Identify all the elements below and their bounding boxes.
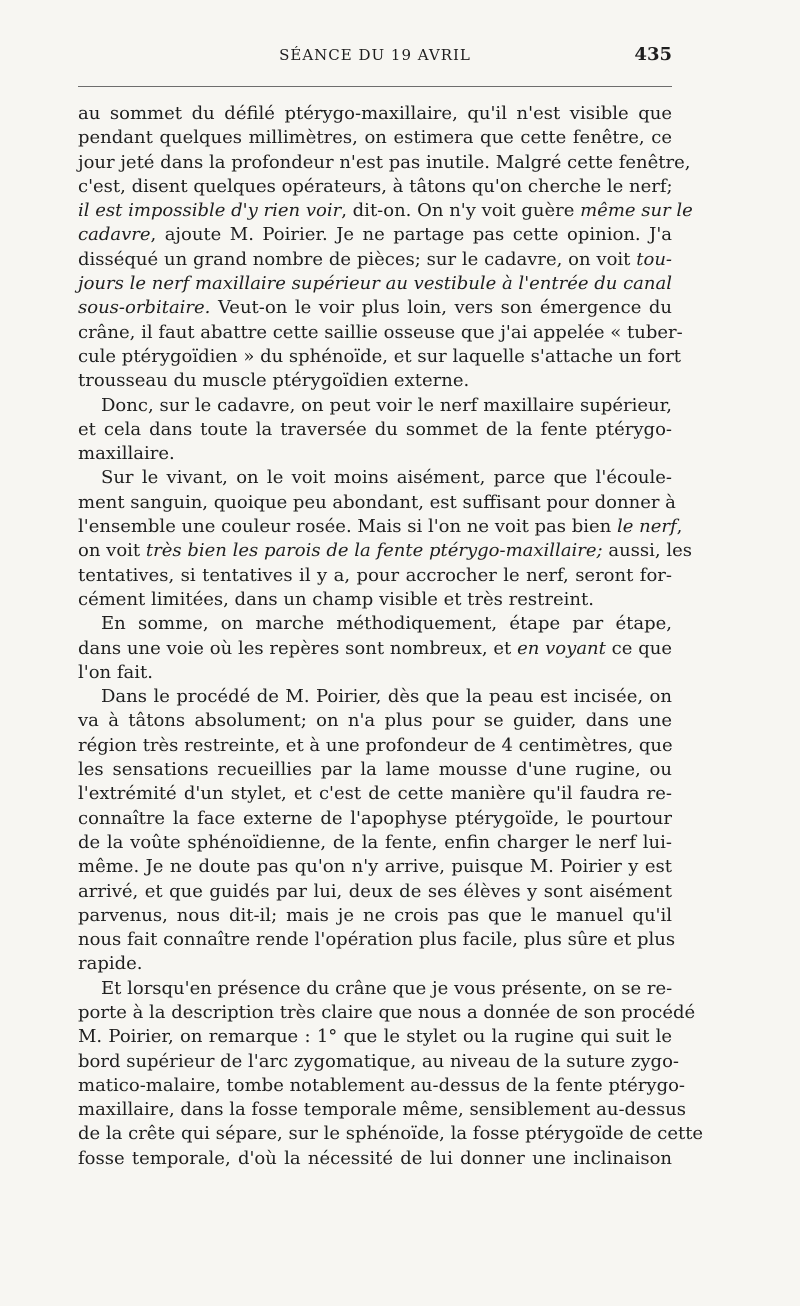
text-span: ce que xyxy=(605,637,672,659)
text-line xyxy=(78,272,672,296)
text-line xyxy=(78,491,676,515)
text-line xyxy=(78,1025,672,1049)
text-span: matico-malaire, tombe notablement au-dessus de la fente ptérygo- xyxy=(78,1074,686,1096)
page-header xyxy=(78,46,672,70)
text-span: , ajoute M. Poirier. Je ne partage pas cette opinion. J'a xyxy=(150,224,672,246)
text-span: Et lorsqu'en présence du crâne que je vous présente, on se re- xyxy=(101,977,673,999)
text-line xyxy=(78,807,672,831)
text-span: de la voûte sphénoïdienne, de la fente, enfin charger le nerf lui- xyxy=(78,831,672,853)
text-line xyxy=(78,466,672,490)
body-text xyxy=(78,102,704,1171)
text-span: pendant quelques millimètres, on estimera que cette fenêtre, ce xyxy=(78,127,672,149)
text-line xyxy=(78,952,672,976)
text-span: maxillaire, dans la fosse temporale même, sensiblement au-dessus xyxy=(78,1099,687,1121)
text-line xyxy=(78,612,672,636)
text-span: on voit xyxy=(78,540,146,562)
text-span: Veut-on le voir plus loin, vers son émergence du xyxy=(210,297,672,319)
text-span: jour jeté dans la profondeur n'est pas inutile. Malgré cette fenêtre, xyxy=(78,151,691,173)
italic-span: cadavre xyxy=(78,224,151,246)
text-span: trousseau du muscle ptérygoïdien externe. xyxy=(78,370,470,392)
text-line xyxy=(78,904,672,928)
text-line xyxy=(78,321,683,345)
text-span: , dit-on. On n'y voit guère xyxy=(341,200,581,222)
italic-span: très bien les parois de la fente ptérygo-maxillaire; xyxy=(145,540,603,562)
text-span: dans une voie où les repères sont nombreux, et xyxy=(78,637,518,659)
text-line xyxy=(78,223,672,247)
text-line xyxy=(78,442,672,466)
text-line xyxy=(78,248,672,272)
text-span: ment sanguin, quoique peu abondant, est suffisant pour donner à xyxy=(78,491,676,513)
text-line xyxy=(78,126,672,150)
text-span: va à tâtons absolument; on n'a plus pour se guider, dans une xyxy=(78,710,672,732)
text-span: l'on fait. xyxy=(78,661,153,683)
text-span: , xyxy=(676,516,683,538)
text-line xyxy=(78,1147,672,1171)
text-line xyxy=(78,418,672,442)
text-span: l'extrémité d'un stylet, et c'est de cette manière qu'il faudra re- xyxy=(78,783,672,805)
text-line xyxy=(78,1122,704,1146)
text-line xyxy=(78,151,691,175)
text-line xyxy=(78,345,682,369)
text-span: région très restreinte, et à une profondeur de 4 centimètres, que xyxy=(78,734,673,756)
text-line xyxy=(78,782,672,806)
running-title: SÉANCE DU 19 AVRIL xyxy=(279,46,471,64)
text-span: parvenus, nous dit-il; mais je ne crois pas que le manuel qu'il xyxy=(78,904,672,926)
text-span: cule ptérygoïdien » du sphénoïde, et sur laquelle s'attache un fort xyxy=(78,345,682,367)
text-line xyxy=(78,102,672,126)
text-line xyxy=(78,928,676,952)
text-span: tentatives, si tentatives il y a, pour accrocher le nerf, seront for- xyxy=(78,564,672,586)
italic-span: jours le nerf maxillaire supérieur au vestibule à l'entrée du canal xyxy=(78,273,672,295)
text-span: aussi, les xyxy=(602,540,692,562)
text-line xyxy=(78,734,672,758)
text-line xyxy=(78,369,672,393)
page-number: 435 xyxy=(634,44,672,65)
text-line xyxy=(78,709,672,733)
text-line xyxy=(78,855,672,879)
text-span: connaître la face externe de l'apophyse ptérygoïde, le pourtour xyxy=(78,807,672,829)
header-rule xyxy=(78,86,672,87)
text-line xyxy=(78,588,672,612)
text-line xyxy=(78,661,672,685)
text-line xyxy=(78,1001,696,1025)
text-line xyxy=(78,175,672,199)
text-line xyxy=(78,1098,687,1122)
text-span: les sensations recueillies par la lame mousse d'une rugine, ou xyxy=(78,759,672,781)
text-span: cément limitées, dans un champ visible et très restreint. xyxy=(78,588,594,610)
text-span: crâne, il faut abattre cette saillie osseuse que j'ai appelée « tuber- xyxy=(78,321,683,343)
text-span: maxillaire. xyxy=(78,443,175,465)
text-span: En somme, on marche méthodiquement, étape par étape, xyxy=(101,613,672,635)
text-span: nous fait connaître rende l'opération plus facile, plus sûre et plus xyxy=(78,929,676,951)
text-line xyxy=(78,758,672,782)
text-line xyxy=(78,831,672,855)
text-span: l'ensemble une couleur rosée. Mais si l'on ne voit pas bien xyxy=(78,516,617,538)
text-line xyxy=(78,977,672,1001)
text-span: porte à la description très claire que nous a donnée de son procédé xyxy=(78,1001,696,1023)
text-line xyxy=(78,199,693,223)
text-span: et cela dans toute la traversée du sommet de la fente ptérygo- xyxy=(78,418,672,440)
text-span: arrivé, et que guidés par lui, deux de ses élèves y sont aisément xyxy=(78,880,672,902)
text-line xyxy=(78,880,672,904)
text-span: bord supérieur de l'arc zygomatique, au niveau de la suture zygo- xyxy=(78,1050,679,1072)
text-span: au sommet du défilé ptérygo-maxillaire, qu'il n'est visible que xyxy=(78,103,672,124)
text-span: fosse temporale, d'où la nécessité de lui donner une inclinaison xyxy=(78,1147,672,1169)
text-line xyxy=(78,539,692,563)
text-line xyxy=(78,564,672,588)
italic-span: il est impossible d'y rien voir xyxy=(78,200,342,222)
text-line xyxy=(78,394,672,418)
text-span: Dans le procédé de M. Poirier, dès que la peau est incisée, on xyxy=(101,686,672,708)
text-line xyxy=(78,1074,686,1098)
text-span: c'est, disent quelques opérateurs, à tâtons qu'on cherche le nerf; xyxy=(78,175,673,197)
text-span: M. Poirier, on remarque : 1° que le stylet ou la rugine qui suit le xyxy=(78,1026,672,1048)
text-line xyxy=(78,1050,679,1074)
italic-span: en voyant xyxy=(517,637,606,659)
text-line xyxy=(78,685,672,709)
text-span: disséqué un grand nombre de pièces; sur le cadavre, on voit xyxy=(78,248,637,270)
text-span: même. Je ne doute pas qu'on n'y arrive, puisque M. Poirier y est xyxy=(78,856,672,878)
text-line xyxy=(78,637,672,661)
italic-span: tou- xyxy=(636,248,672,270)
text-span: Donc, sur le cadavre, on peut voir le nerf maxillaire supérieur, xyxy=(101,394,672,416)
italic-span: même sur le xyxy=(580,200,693,222)
text-span: de la crête qui sépare, sur le sphénoïde, la fosse ptérygoïde de cette xyxy=(78,1123,704,1145)
text-line xyxy=(78,296,672,320)
text-span: rapide. xyxy=(78,953,143,975)
text-span: Sur le vivant, on le voit moins aisément, parce que l'écoule- xyxy=(101,467,672,489)
italic-span: sous-orbitaire. xyxy=(78,297,211,319)
italic-span: le nerf xyxy=(616,516,677,538)
text-line xyxy=(78,515,683,539)
